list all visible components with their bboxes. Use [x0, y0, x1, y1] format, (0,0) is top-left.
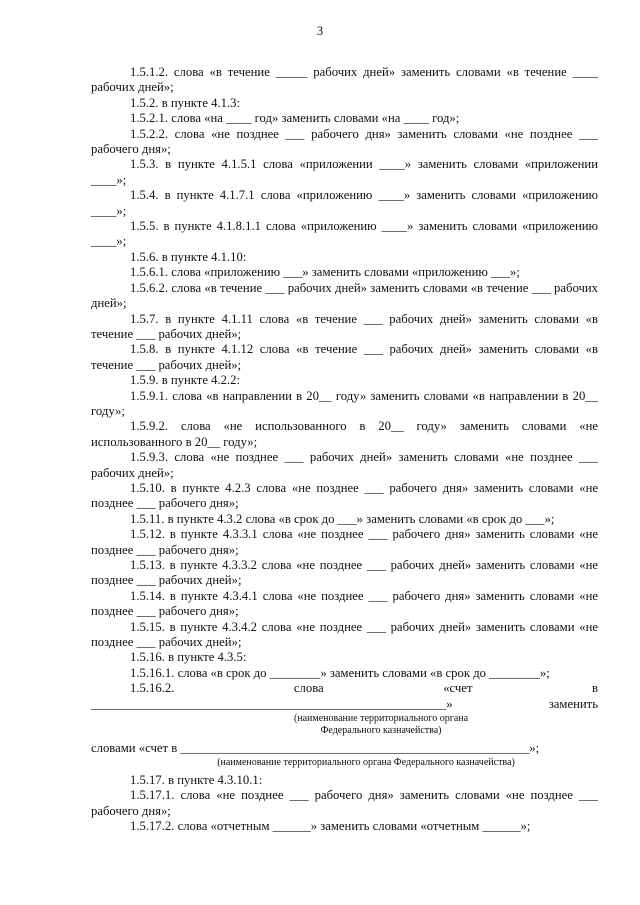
line-words-end: »; — [529, 740, 540, 755]
paragraph-1-5-8: 1.5.8. в пункте 4.1.12 слова «в течение ___ рабочих дней» заменить словами «в течение ___ рабочих дней»; — [91, 342, 598, 372]
paragraph-1-5-7: 1.5.7. в пункте 4.1.11 слова «в течение ___ рабочих дней» заменить словами «в течение ___ рабочих дней»; — [91, 311, 598, 341]
paragraph-1-5-9-3: 1.5.9.3. слова «не позднее ___ рабочих дней» заменить словами «не позднее ___ рабочих дней»; — [91, 450, 598, 480]
paragraph-1-5-9-2: 1.5.9.2. слова «не использованного в 20__ году» заменить словами «не использованного в 20__ году»; — [91, 419, 598, 449]
paragraph-1-5-3: 1.5.3. в пункте 4.1.5.1 слова «приложении ____» заменить словами «приложении ____»; — [91, 157, 598, 187]
paragraph-1-5-17-2: 1.5.17.2. слова «отчетным ______» заменить словами «отчетным ______»; — [130, 818, 531, 833]
line-words-start: словами «счет в — [91, 740, 178, 755]
paragraph-1-5-16: 1.5.16. в пункте 4.3.5: — [130, 650, 247, 665]
paragraph-1-5-17: 1.5.17. в пункте 4.3.10.1: — [130, 772, 263, 787]
paragraph-1-5-2-1: 1.5.2.1. слова «на ____ год» заменить словами «на ____ год»; — [130, 111, 460, 126]
document-body — [91, 65, 598, 834]
page-number: 3 — [316, 24, 324, 38]
paragraph-1-5-16-2-end: » заменить — [446, 696, 598, 711]
paragraph-1-5-15: 1.5.15. в пункте 4.3.4.2 слова «не позднее ___ рабочих дней» заменить словами «не позднее ___ рабочих дней»; — [91, 619, 598, 650]
paragraph-1-5-2: 1.5.2. в пункте 4.1.3: — [130, 95, 241, 110]
paragraph-1-5-9-1: 1.5.9.1. слова «в направлении в 20__ году» заменить словами «в направлении в 20__ году»; — [91, 388, 598, 418]
paragraph-1-5-16-2 — [91, 681, 598, 712]
paragraph-1-5-16-1: 1.5.16.1. слова «в срок до ________» заменить словами «в срок до ________»; — [130, 665, 550, 680]
paragraph-1-5-16-2-start: 1.5.16.2. слова «счет в — [130, 681, 598, 696]
paragraph-1-5-4: 1.5.4. в пункте 4.1.7.1 слова «приложению ____» заменить словами «приложению ____»; — [91, 188, 598, 218]
treasury-body-blank-1: ________________________________________________________ — [91, 696, 447, 711]
caption-treasury-body-1: (наименование территориального органа Федерального казначейства) — [293, 713, 469, 737]
paragraph-1-5-10: 1.5.10. в пункте 4.2.3 слова «не позднее ___ рабочего дня» заменить словами «не позднее ___ рабочего дня»; — [91, 480, 598, 511]
treasury-body-blank-2: _______________________________________________________ — [180, 740, 530, 755]
paragraph-1-5-6-2: 1.5.6.2. слова «в течение ___ рабочих дней» заменить словами «в течение ___ рабочих дней»; — [91, 280, 598, 311]
caption-treasury-body-2: (наименование территориального органа Федерального казначейства) — [217, 757, 515, 769]
line-words-account-in — [91, 741, 598, 756]
paragraph-1-5-11: 1.5.11. в пункте 4.3.2 слова «в срок до ___» заменить словами «в срок до ___»; — [130, 511, 555, 526]
paragraph-1-5-6-1: 1.5.6.1. слова «приложению ___» заменить словами «приложению ___»; — [130, 265, 520, 280]
paragraph-1-5-2-2: 1.5.2.2. слова «не позднее ___ рабочего дня» заменить словами «не позднее ___ рабочего дня»; — [91, 126, 598, 157]
paragraph-1-5-17-1: 1.5.17.1. слова «не позднее ___ рабочего дня» заменить словами «не позднее ___ рабочего дня»; — [91, 788, 598, 818]
paragraph-1-5-1-2: 1.5.1.2. слова «в течение _____ рабочих дней» заменить словами «в течение ____ рабочих дней»; — [91, 65, 598, 95]
paragraph-1-5-9: 1.5.9. в пункте 4.2.2: — [130, 373, 241, 388]
paragraph-1-5-13: 1.5.13. в пункте 4.3.3.2 слова «не позднее ___ рабочих дней» заменить словами «не позднее ___ рабочих дней»; — [91, 558, 598, 588]
paragraph-1-5-12: 1.5.12. в пункте 4.3.3.1 слова «не позднее ___ рабочего дня» заменить словами «не позднее ___ рабочего дня»; — [91, 527, 598, 557]
paragraph-1-5-5: 1.5.5. в пункте 4.1.8.1.1 слова «приложению ____» заменить словами «приложению ____»; — [91, 219, 598, 249]
paragraph-1-5-14: 1.5.14. в пункте 4.3.4.1 слова «не позднее ___ рабочего дня» заменить словами «не позднее ___ рабочего дня»; — [91, 588, 598, 619]
paragraph-1-5-6: 1.5.6. в пункте 4.1.10: — [130, 249, 247, 264]
